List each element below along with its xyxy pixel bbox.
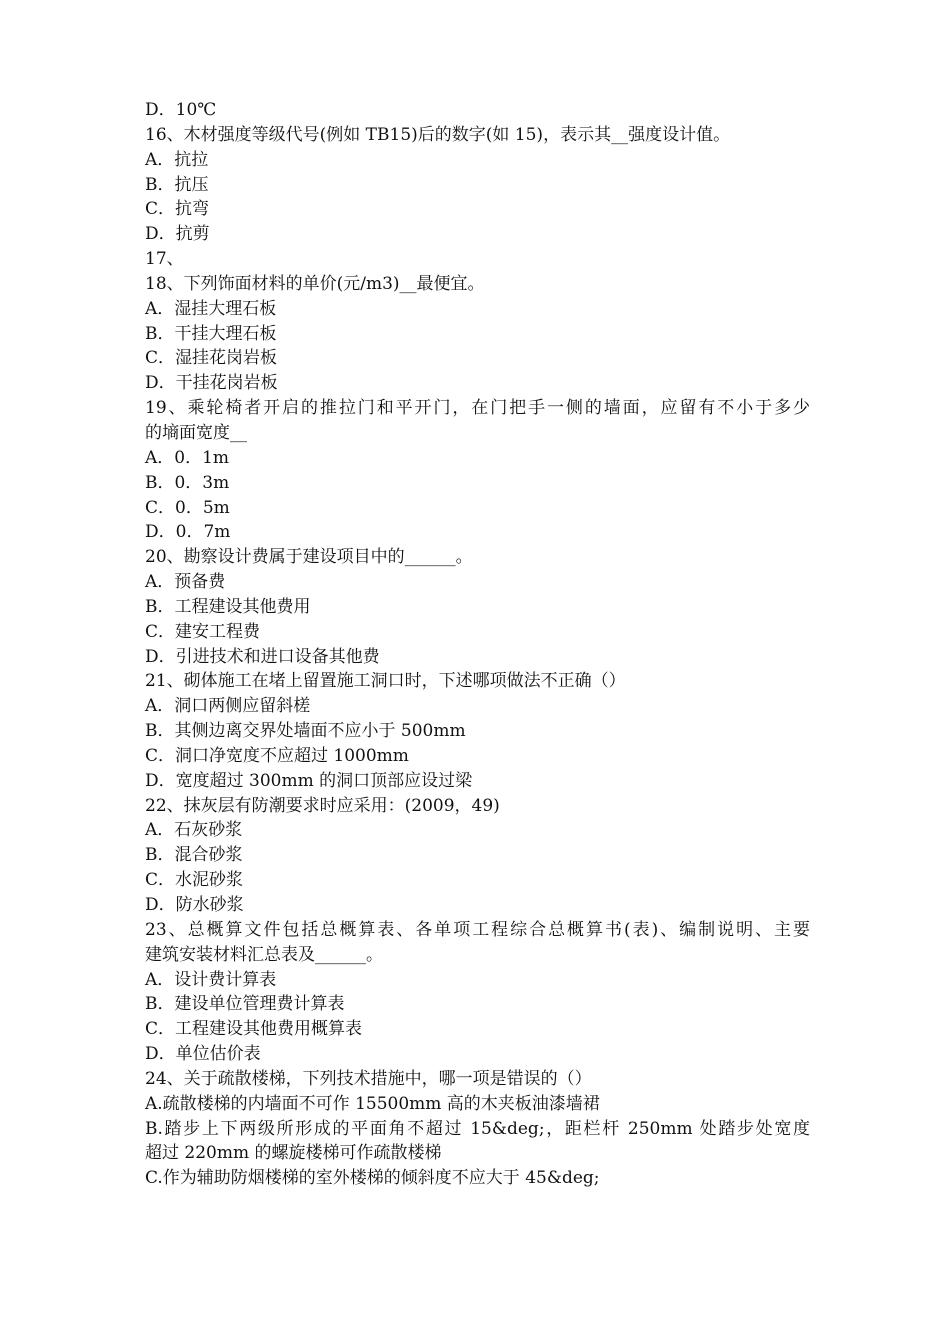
question-23-continued: 建筑安装材料汇总表及______。 — [145, 944, 383, 965]
option-c: C．0．5m — [145, 497, 230, 518]
option-d: D．防水砂浆 — [145, 895, 244, 915]
option-b: B．建设单位管理费计算表 — [145, 994, 345, 1015]
text-line: D．10℃ — [145, 100, 217, 120]
option-b: B．干挂大理石板 — [145, 323, 277, 344]
option-a: A．湿挂大理石板 — [145, 298, 277, 319]
question-23: 23、总概算文件包括总概算表、各单项工程综合总概算书(表)、编制说明、主要 — [145, 919, 810, 940]
option-c: C．水泥砂浆 — [145, 870, 244, 891]
question-19: 19、乘轮椅者开启的推拉门和平开门，在门把手一侧的墙面，应留有不小于多少 — [145, 398, 810, 419]
option-a: A．0．1m — [145, 447, 230, 468]
option-b: B．抗压 — [145, 174, 209, 195]
question-21: 21、砌体施工在堵上留置施工洞口时，下述哪项做法不正确（） — [145, 671, 626, 692]
question-22: 22、抹灰层有防潮要求时应采用：(2009，49) — [145, 795, 500, 816]
option-a: A．石灰砂浆 — [145, 820, 243, 841]
question-20: 20、勘察设计费属于建设项目中的______。 — [145, 547, 473, 568]
option-b: B.踏步上下两级所形成的平面角不超过 15&deg;，距栏杆 250mm 处踏步处宽度 — [145, 1118, 810, 1139]
option-c: C．湿挂花岗岩板 — [145, 348, 278, 369]
question-24: 24、关于疏散楼梯，下列技术措施中，哪一项是错误的（） — [145, 1068, 592, 1089]
document-body — [145, 98, 810, 1191]
question-16: 16、木材强度等级代号(例如 TB15)后的数字(如 15)，表示其__强度设计值。 — [145, 124, 731, 145]
option-d: D．干挂花岗岩板 — [145, 373, 278, 394]
option-a: A．洞口两侧应留斜槎 — [145, 696, 311, 717]
option-d: D．宽度超过 300mm 的洞口顶部应设过梁 — [145, 770, 473, 791]
option-d: D．引进技术和进口设备其他费 — [145, 646, 380, 667]
option-c: C．工程建设其他费用概算表 — [145, 1019, 363, 1040]
question-19-continued: 的墒面宽度__ — [145, 422, 247, 443]
option-b-continued: 超过 220mm 的螺旋楼梯可作疏散楼梯 — [145, 1143, 442, 1164]
question-17: 17、 — [145, 249, 184, 270]
option-b: B．工程建设其他费用 — [145, 596, 311, 617]
option-a: A．预备费 — [145, 572, 226, 593]
option-d: D．0．7m — [145, 522, 231, 543]
option-c: C．抗弯 — [145, 199, 210, 220]
option-d: D．抗剪 — [145, 224, 210, 245]
option-c: C．建安工程费 — [145, 621, 261, 642]
option-a: A．抗拉 — [145, 149, 209, 170]
question-18: 18、下列饰面材料的单价(元/m3)__最便宜。 — [145, 273, 485, 294]
option-c: C．洞口净宽度不应超过 1000mm — [145, 745, 409, 766]
option-b: B．0．3m — [145, 472, 230, 493]
option-b: B．混合砂浆 — [145, 845, 243, 866]
option-a: A．设计费计算表 — [145, 969, 277, 990]
option-d: D．单位估价表 — [145, 1044, 261, 1065]
option-c: C.作为辅助防烟楼梯的室外楼梯的倾斜度不应大于 45&deg; — [145, 1168, 600, 1189]
option-b: B．其侧边离交界处墙面不应小于 500mm — [145, 721, 466, 742]
option-a: A.疏散楼梯的内墙面不可作 15500mm 高的木夹板油漆墙裙 — [145, 1093, 600, 1114]
